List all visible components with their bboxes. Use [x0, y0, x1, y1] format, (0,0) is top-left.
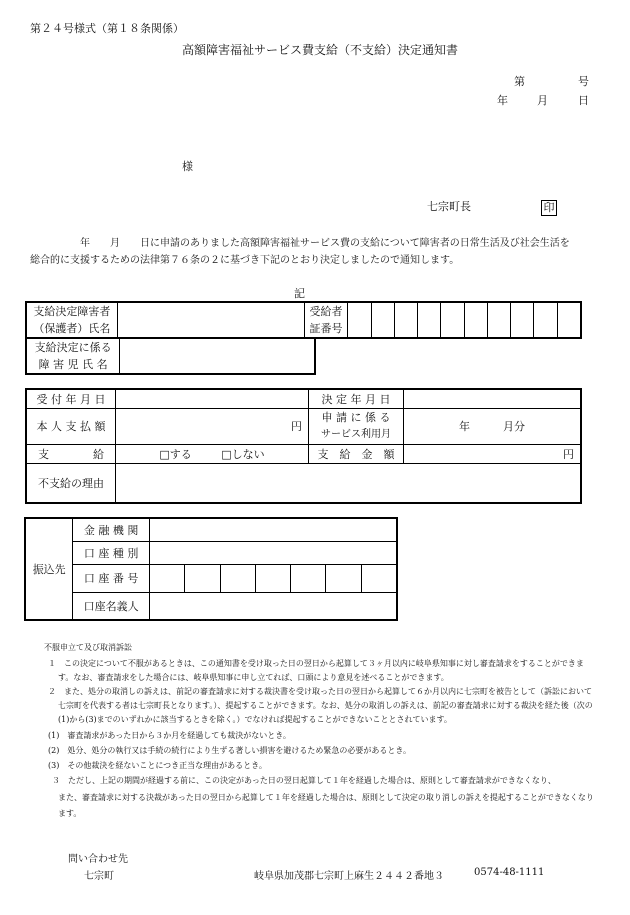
- note-2c: (1)から(3)までのいずれかに該当するときを除く。）でなければ提起することができないこととされています。: [58, 715, 452, 724]
- reason-label: 不支給の理由: [26, 463, 116, 503]
- account-digit-1[interactable]: [149, 564, 184, 592]
- recipient-digit-7[interactable]: [487, 302, 510, 338]
- recipient-digit-4[interactable]: [418, 302, 441, 338]
- recipient-digit-5[interactable]: [441, 302, 464, 338]
- date-year: 年: [497, 94, 508, 107]
- contact-town: 七宗町: [84, 871, 114, 882]
- service-year-month: 年 月分: [459, 420, 525, 433]
- note-clause-3: (3) その他裁決を経ないことにつき正当な理由があるとき。: [48, 761, 267, 770]
- addressee-honorific: 様: [182, 160, 193, 173]
- recipient-digit-10[interactable]: [557, 302, 581, 338]
- account-no-label: 口 座 番 号: [73, 564, 150, 592]
- account-digit-7[interactable]: [361, 564, 397, 592]
- account-type-value[interactable]: [149, 541, 397, 564]
- note-2b: 七宗町を代表する者は七宗町長となります。）、提起することができます。なお、処分の取消しの訴えは、前記の審査請求に対する裁決を経た後（次の: [58, 701, 593, 710]
- note-1a: １ この決定について不服があるときは、この通知書を受け取った日の翌日から起算して３ヶ月以内に岐阜県知事に対し審査請求をすることができま: [48, 659, 584, 668]
- doc-no-prefix: 第: [514, 75, 525, 88]
- seal-text: 印: [541, 200, 557, 216]
- amount-value[interactable]: [404, 444, 582, 463]
- decision-date-label: 決 定 年 月 日: [309, 389, 404, 408]
- transfer-table: [24, 517, 398, 621]
- person-table: [25, 301, 582, 339]
- decided-person-label-1: 支給決定障害者: [33, 305, 111, 318]
- note-1b: す。なお、審査請求をした場合には、岐阜県知事に申し立てれば、口頭により意見を述べることができます。: [58, 673, 449, 682]
- note-clause-2: (2) 処分、処分の執行又は手続の続行により生ずる著しい損害を避けるため緊急の必要があるとき。: [48, 746, 412, 755]
- bank-value[interactable]: [149, 518, 397, 541]
- payment-choice: [116, 444, 309, 463]
- recipient-no-label: [304, 302, 348, 338]
- bank-label: 金 融 機 関: [73, 518, 150, 541]
- decided-person-label-2: （保護者）氏名: [33, 322, 111, 335]
- recipient-no-label-2: 証番号: [309, 322, 343, 335]
- child-label-2: 障 害 児 氏 名: [38, 358, 108, 371]
- doc-no-suffix: 号: [578, 75, 589, 88]
- self-pay-yen: 円: [291, 420, 302, 433]
- recipient-digit-2[interactable]: [371, 302, 394, 338]
- recipient-digit-3[interactable]: [394, 302, 417, 338]
- date-month: 月: [537, 94, 548, 107]
- self-pay-value[interactable]: [116, 408, 309, 444]
- self-pay-label: 本 人 支 払 額: [26, 408, 116, 444]
- received-date-label: 受 付 年 月 日: [26, 389, 116, 408]
- recipient-digit-1[interactable]: [348, 302, 371, 338]
- decision-table: [25, 388, 582, 504]
- received-date-value[interactable]: [116, 389, 309, 408]
- service-month-label-1: 申 請 に 係 る: [321, 411, 391, 424]
- document-title: 高額障害福祉サービス費支給（不支給）決定通知書: [182, 43, 459, 57]
- amount-yen: 円: [563, 447, 574, 461]
- account-digit-4[interactable]: [255, 564, 290, 592]
- contact-label: 問い合わせ先: [68, 854, 128, 865]
- notes-heading: 不服申立て及び取消訴訟: [44, 643, 132, 652]
- issuer-name: 七宗町長: [427, 200, 471, 213]
- recipient-digit-6[interactable]: [464, 302, 487, 338]
- recipient-digit-8[interactable]: [511, 302, 534, 338]
- account-name-value[interactable]: [149, 592, 397, 620]
- payment-no-checkbox[interactable]: □しない: [221, 447, 265, 461]
- child-label: [26, 338, 120, 374]
- seal-mark: [541, 196, 557, 216]
- transfer-label: 振込先: [25, 518, 73, 620]
- account-type-label: 口 座 種 別: [73, 541, 150, 564]
- child-value[interactable]: [120, 338, 315, 374]
- decided-person-label: [26, 302, 117, 338]
- account-digit-6[interactable]: [326, 564, 361, 592]
- body-line-1: 年 月 日に申請のありました高額障害福祉サービス費の支給について障害者の日常生活及び社会生活を: [80, 238, 570, 249]
- payment-label: 支 給: [26, 444, 116, 463]
- date-day: 日: [578, 94, 589, 107]
- note-3c: ます。: [58, 809, 82, 818]
- contact-address: 岐阜県加茂郡七宗町上麻生２４４２番地３: [254, 871, 444, 882]
- account-digit-5[interactable]: [291, 564, 326, 592]
- body-line-2: 総合的に支援するための法律第７６条の２に基づき下記のとおり決定しましたので通知します。: [30, 255, 460, 266]
- recipient-digit-9[interactable]: [534, 302, 557, 338]
- ki-label: 記: [294, 287, 305, 300]
- note-3b: また、審査請求に対する決裁があった日の翌日から起算して１年を経過した場合は、原則として決定の取り消しの訴えを提起することができなくなり: [58, 793, 594, 802]
- service-month-value[interactable]: [404, 408, 582, 444]
- note-3a: ３ ただし、上記の期間が経過する前に、この決定があった日の翌日起算して１年を経過した場合は、原則として審査請求ができなくなり、: [52, 776, 556, 785]
- account-digit-2[interactable]: [185, 564, 220, 592]
- form-number: 第２４号様式（第１８条関係）: [30, 22, 184, 35]
- service-month-label: [309, 408, 404, 444]
- child-table: [25, 337, 316, 375]
- payment-yes-checkbox[interactable]: □する: [159, 447, 192, 461]
- contact-phone: 0574-48-1111: [474, 867, 545, 878]
- recipient-no-label-1: 受給者: [309, 305, 343, 318]
- reason-value[interactable]: [116, 463, 582, 503]
- child-label-1: 支給決定に係る: [34, 341, 112, 354]
- amount-label: 支 給 金 額: [309, 444, 404, 463]
- decided-person-value[interactable]: [117, 302, 304, 338]
- decision-date-value[interactable]: [404, 389, 582, 408]
- service-month-label-2: サービス利用月: [321, 429, 391, 440]
- account-name-label: 口座名義人: [73, 592, 150, 620]
- note-clause-1: (1) 審査請求があった日から３か月を経過しても裁決がないとき。: [48, 731, 291, 740]
- account-digit-3[interactable]: [220, 564, 255, 592]
- note-2a: ２ また、処分の取消しの訴えは、前記の審査請求に対する裁決書を受け取った日の翌日から起算して６か月以内に七宗町を被告として（訴訟において: [48, 687, 592, 696]
